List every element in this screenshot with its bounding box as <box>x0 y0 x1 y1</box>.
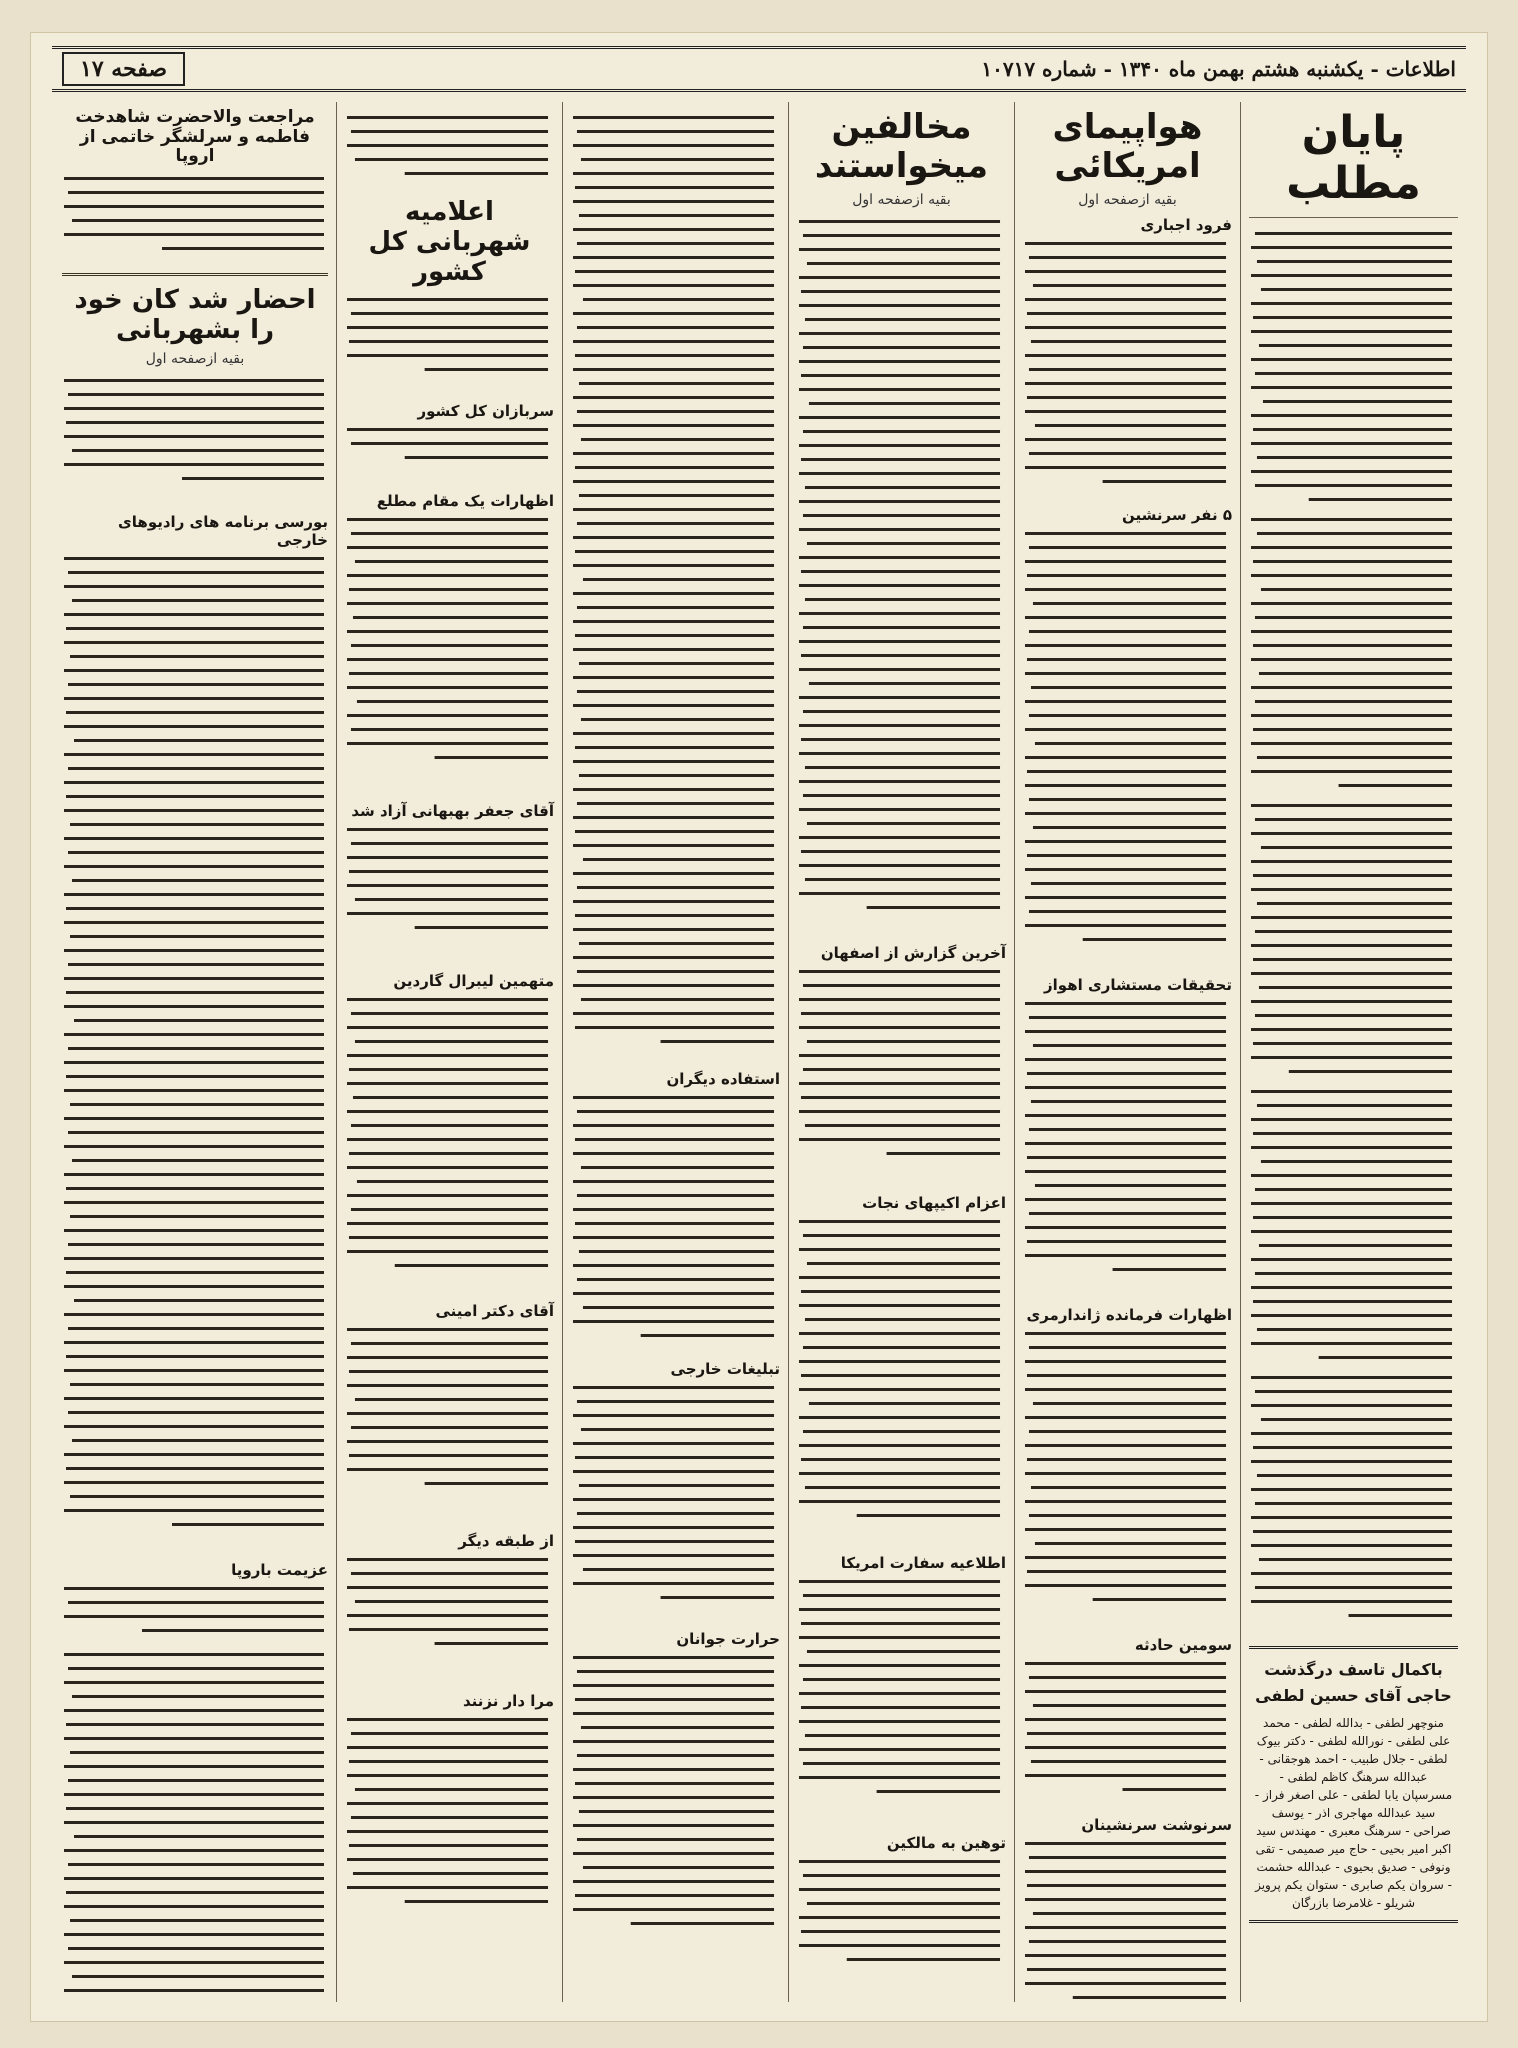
article-text-block <box>345 514 554 794</box>
article-text-block <box>797 216 1006 936</box>
subhead: توهین به مالکین <box>886 1834 1006 1853</box>
subhead: سرنوشت سرنشینان <box>1081 1816 1232 1835</box>
column-2 <box>1014 102 1240 2002</box>
condolence-intro: باکمال تاسف درگذشت حاجی آقای حسین لطفی <box>1255 1660 1452 1705</box>
subhead: اظهارات فرمانده ژاندارمری <box>1026 1306 1232 1325</box>
condolence-box <box>1249 1646 1458 1923</box>
column-6 <box>54 102 336 2002</box>
article-text-block <box>571 1652 780 1952</box>
column-3 <box>788 102 1014 2002</box>
article-text-block <box>571 102 780 1062</box>
article-text-block <box>62 553 328 1553</box>
subhead: آقای دکتر امینی <box>435 1301 554 1320</box>
subhead: آخرین گزارش از اصفهان <box>820 944 1006 963</box>
subhead: فرود اجباری <box>1140 216 1232 235</box>
subhead: اظهارات یک مقام مطلع <box>376 491 554 510</box>
headline-payan-matlab: پایان مطلب <box>1286 107 1421 209</box>
article-text-block <box>571 1092 780 1352</box>
column-4 <box>562 102 788 2002</box>
subhead: اطلاعیه سفارت امریکا <box>840 1554 1006 1573</box>
subhead: تبلیغات خارجی <box>670 1360 780 1378</box>
article-text-block <box>62 375 328 505</box>
article-text-block <box>62 1583 328 2002</box>
headline-return-from-europe: مراجعت والاحضرت شاهدخت فاطمه و سرلشگر خاتمی از اروپا <box>75 107 315 167</box>
article-text-block <box>345 424 554 484</box>
subhead: استفاده دیگران <box>666 1070 780 1088</box>
subhead: بورسی برنامه های رادیوهای خارجی <box>118 513 328 550</box>
article-text-block <box>345 824 554 964</box>
article-text-block <box>345 1714 554 1934</box>
issue-info: اطلاعات - یکشنبه هشتم بهمن ماه ۱۳۴۰ - شماره ۱۰۷۱۷ <box>981 57 1456 81</box>
masthead <box>52 46 1466 92</box>
subhead: آقای جعفر بهبهانی آزاد شد <box>351 801 554 820</box>
article-text-block <box>345 102 554 192</box>
article-text-block <box>1023 1838 1232 2002</box>
continued-from: بقیه ازصفحه اول <box>852 192 951 209</box>
article-text-block <box>62 173 328 263</box>
subhead: اعزام اکیپهای نجات <box>862 1194 1006 1213</box>
subhead: از طبقه دیگر <box>458 1531 554 1550</box>
headline-summoned-police: احضار شد کان خود را بشهربانی <box>74 284 316 345</box>
article-text-block <box>1023 1328 1232 1628</box>
article-text-block <box>797 1856 1006 1996</box>
newspaper-page <box>30 32 1488 2022</box>
article-text-block <box>797 1216 1006 1546</box>
page-number: صفحه ۱۷ <box>62 52 185 86</box>
article-text-block <box>345 294 554 394</box>
subhead: حرارت جوانان <box>676 1630 780 1648</box>
headline-opponents: مخالفین میخواستند <box>814 107 989 187</box>
headline-police-notice: اعلامیه شهربانی کل کشور <box>368 197 531 287</box>
continued-from: بقیه ازصفحه اول <box>1078 192 1177 209</box>
article-text-block <box>345 1324 554 1524</box>
article-text-block <box>797 1576 1006 1826</box>
columns <box>52 102 1466 2002</box>
article-text-block <box>571 1382 780 1622</box>
subhead: مرا دار نزنند <box>462 1691 554 1710</box>
article-text-block <box>345 1554 554 1684</box>
column-1 <box>1240 102 1466 2002</box>
condolence-names: منوچهر لطفی - بدالله لطفی - محمد علی لطفی - نورالله لطفی - دکتر بیوک لطفی - جلال طبیب - احمد هوجقانی - عبدالله سرهنگ کاظم لطفی - مسرسپان یابا لطفی - علی اصغر فراز - سید عبدالله مهاجری اذر - یوسف صراحی - سرهنگ معبری - مهندس سید اکبر امیر بحیی - حاج میر صمیمی - تقی ونوفی - صدیق بحیوی - عبدالله حشمت - سروان یکم صابری - ستوان یکم پرویز شریلو - غلامرضا بازرگان <box>1254 1716 1453 1911</box>
article-text-block <box>1023 1658 1232 1808</box>
subhead: متهمین لیبرال گاردین <box>393 971 554 990</box>
article-text-block <box>1023 528 1232 968</box>
headline-american-plane: هواپیمای امریکائی <box>1052 107 1203 187</box>
article-text-block <box>797 966 1006 1186</box>
subhead: سومین حادثه <box>1134 1636 1232 1655</box>
subhead: سربازان کل کشور <box>417 401 554 420</box>
article-text-block <box>345 994 554 1294</box>
continued-from: بقیه ازصفحه اول <box>145 351 245 368</box>
article-text-block <box>1023 238 1232 498</box>
subhead: ۵ نفر سرنشین <box>1122 506 1232 525</box>
article-text-block <box>1249 226 1458 1636</box>
subhead: تحقیقات مستشاری اهواز <box>1044 976 1232 995</box>
divider <box>1249 217 1458 218</box>
subhead: عزیمت باروپا <box>231 1561 328 1580</box>
article-text-block <box>1023 998 1232 1298</box>
divider <box>62 273 328 276</box>
column-5 <box>336 102 562 2002</box>
